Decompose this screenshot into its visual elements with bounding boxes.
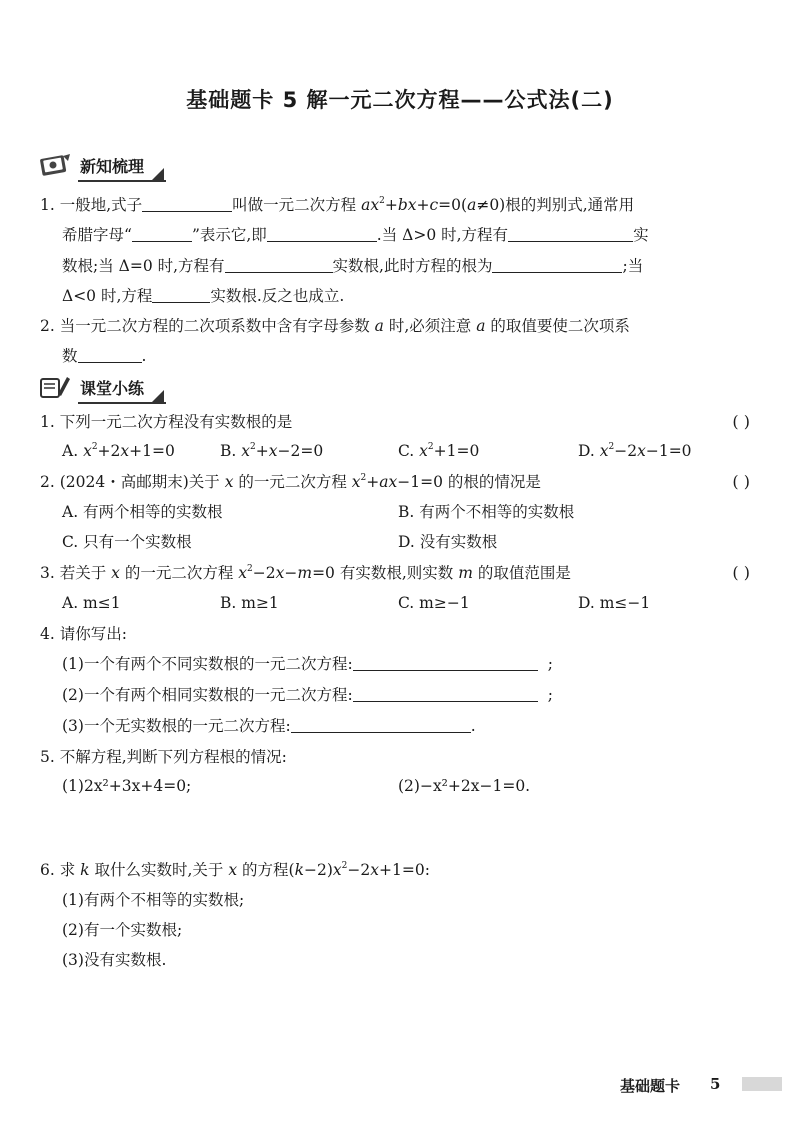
q5-item-1: (1)2x²+3x+4=0; <box>62 777 192 795</box>
knowledge-line-2: 希腊字母“ ”表示它,即 .当 Δ>0 时,方程有 实 <box>62 226 649 244</box>
q4-item-2: (2)一个有两个相同实数根的一元二次方程: ; <box>62 686 553 704</box>
q1-option-c: C. $x^2+1=0$ <box>398 442 480 460</box>
page-title: 基础题卡 5 解一元二次方程——公式法(二) <box>186 88 614 112</box>
footer-decoration <box>742 1077 782 1091</box>
page-number: 5 <box>710 1075 721 1093</box>
corner-triangle-icon <box>150 390 164 404</box>
question-6-stem: 6. 求 k 取什么实数时,关于 x 的方程$(k-2)x^2-2x+1=0$: <box>40 861 430 879</box>
knowledge-line-1: 1. 一般地,式子 叫做一元二次方程 $ax^2+bx+c=0(a\ne 0)$根的判别式,通常用 <box>40 196 635 214</box>
q6-item-3: (3)没有实数根. <box>62 951 167 969</box>
knowledge-line-6: 数 . <box>62 347 147 365</box>
knowledge-line-4: Δ<0 时,方程 实数根.反之也成立. <box>62 287 345 305</box>
book-icon <box>38 152 72 178</box>
q2-option-c: C. 只有一个实数根 <box>62 533 192 551</box>
question-2-stem: 2. (2024・高邮期末)关于 x 的一元二次方程 $x^2+ax-1=0$ 的根的情况是 <box>40 473 541 491</box>
q1-option-b: B. $x^2+x-2=0$ <box>220 442 324 460</box>
notebook-pen-icon <box>38 374 72 400</box>
section-title: 课堂小练 <box>80 378 145 398</box>
q2-option-d: D. 没有实数根 <box>398 533 498 551</box>
answer-blank[interactable] <box>291 716 471 733</box>
answer-blank[interactable] <box>353 654 538 671</box>
answer-bracket: ( ) <box>732 472 750 491</box>
answer-blank[interactable] <box>353 685 538 702</box>
question-5-stem: 5. 不解方程,判断下列方程根的情况: <box>40 748 287 766</box>
q3-option-c: C. m≥−1 <box>398 594 470 612</box>
section-title: 新知梳理 <box>80 156 145 176</box>
q6-item-2: (2)有一个实数根; <box>62 921 183 939</box>
q3-option-d: D. m≤−1 <box>578 594 651 612</box>
q5-item-2: (2)−x²+2x−1=0. <box>398 777 531 795</box>
knowledge-line-3: 数根;当 Δ=0 时,方程有 实数根,此时方程的根为 ;当 <box>62 257 644 275</box>
section-header-new-knowledge <box>38 150 166 180</box>
footer-label: 基础题卡 <box>620 1077 681 1095</box>
q2-option-a: A. 有两个相等的实数根 <box>62 503 223 521</box>
corner-triangle-icon <box>150 168 164 182</box>
answer-bracket: ( ) <box>732 563 750 582</box>
q4-item-1: (1)一个有两个不同实数根的一元二次方程: ; <box>62 655 553 673</box>
q3-option-b: B. m≥1 <box>220 594 279 612</box>
section-header-classroom-practice <box>38 372 166 402</box>
knowledge-line-5: 2. 当一元二次方程的二次项系数中含有字母参数 a 时,必须注意 a 的取值要使二次项系 <box>40 317 630 335</box>
q2-option-b: B. 有两个不相等的实数根 <box>398 503 575 521</box>
q1-option-d: D. $x^2-2x-1=0$ <box>578 442 692 460</box>
q3-option-a: A. m≤1 <box>62 594 121 612</box>
q1-option-a: A. $x^2+2x+1=0$ <box>62 442 175 460</box>
question-1-stem: 1. 下列一元二次方程没有实数根的是 <box>40 413 293 431</box>
answer-bracket: ( ) <box>732 412 750 431</box>
question-4-stem: 4. 请你写出: <box>40 625 127 643</box>
q6-item-1: (1)有两个不相等的实数根; <box>62 891 245 909</box>
q4-item-3: (3)一个无实数根的一元二次方程: . <box>62 717 476 735</box>
question-3-stem: 3. 若关于 x 的一元二次方程 $x^2-2x-m=0$ 有实数根,则实数 m 的取值范围是 <box>40 564 571 582</box>
